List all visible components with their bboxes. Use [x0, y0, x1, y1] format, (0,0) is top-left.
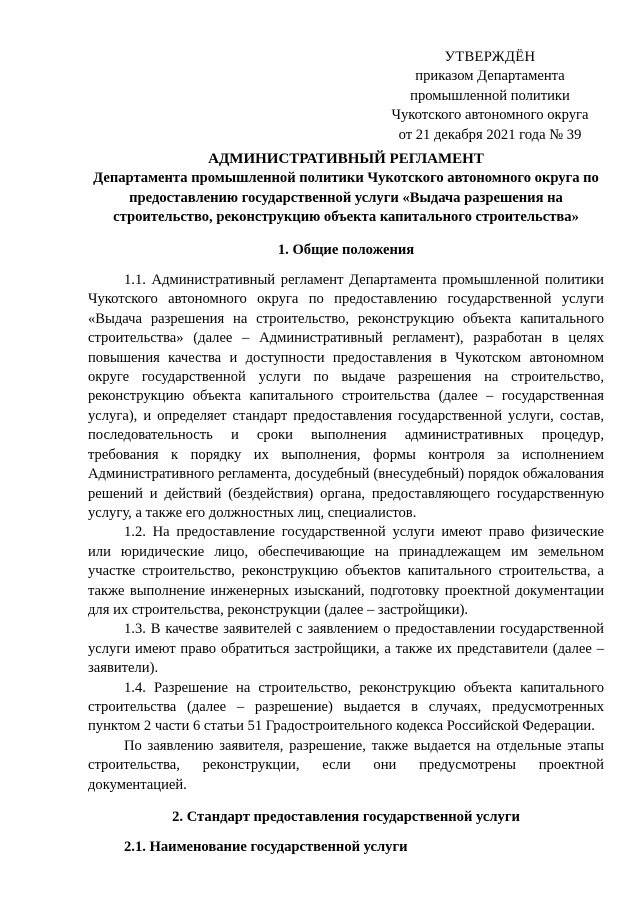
approval-title: УТВЕРЖДЁН	[444, 49, 536, 65]
subsection-2-1-heading: 2.1. Наименование государственной услуги	[124, 839, 408, 856]
approval-region-line: Чукотского автономного округа	[391, 107, 589, 124]
section-2-heading: 2. Стандарт предоставления государственной услуги	[172, 809, 520, 825]
document-title-subtitle: Департамента промышленной политики Чукотского автономного округа по предоставлению государственной услуги «Выдача разрешения на строительство, реконструкцию объекта капитального строительства»	[93, 170, 599, 226]
approval-department-line: промышленной политики	[410, 87, 570, 104]
section-1-heading: 1. Общие положения	[277, 241, 415, 258]
document-title	[88, 150, 604, 228]
paragraph-1-4: 1.4. Разрешение на строительство, реконструкцию объекта капитального строительства (далее – разрешение) выдается в случаях, предусмотренных пунктом 2 части 6 статьи 51 Градостроительного кодекса Российской Федерации.	[88, 679, 604, 735]
approval-stamp	[370, 48, 610, 145]
approval-order-line: приказом Департамента	[415, 68, 565, 85]
paragraph-1-2: 1.2. На предоставление государственной услуги имеют право физические или юридические лицо, обеспечивающие на принадлежащем им земельном участке строительство, реконструкцию объектов капитального строительства, а также выполнение инженерных изысканий, подготовку проектной документации для их строительства, реконструкции (далее – застройщики).	[88, 524, 604, 618]
paragraph-1-1: 1.1. Административный регламент Департамента промышленной политики Чукотского автономного округа по предоставлению государственной услуги «Выдача разрешения на строительство, реконструкцию объекта капитального строительства» (далее – Административный регламент), разработан в целях повышения качества и доступности предоставления в Чукотском автономном округе государственной услуги по выдаче разрешения на строительство, реконструкцию объекта капитального строительства (далее – государственная услуга), и определяет стандарт предоставления государственной услуги, состав, последовательность и сроки выполнения административных процедур, требования к порядку их выполнения, формы контроля за исполнением Административного регламента, досудебный (внесудебный) порядок обжалования решений и действий (бездействия) органа, предоставляющего государственную услугу, а также его должностных лиц, специалистов.	[88, 272, 604, 521]
paragraph-1-3: 1.3. В качестве заявителей с заявлением о предоставлении государственной услуги имеют право обратиться застройщики, а также их представители (далее – заявители).	[88, 621, 604, 677]
document-body	[88, 150, 604, 858]
paragraph-1-4-continued: По заявлению заявителя, разрешение, также выдается на отдельные этапы строительства, реконструкции, если они предусмотрены проектной документацией.	[88, 737, 604, 793]
document-title-main: АДМИНИСТРАТИВНЫЙ РЕГЛАМЕНТ	[208, 151, 484, 167]
approval-date-line: от 21 декабря 2021 года № 39	[398, 126, 582, 143]
